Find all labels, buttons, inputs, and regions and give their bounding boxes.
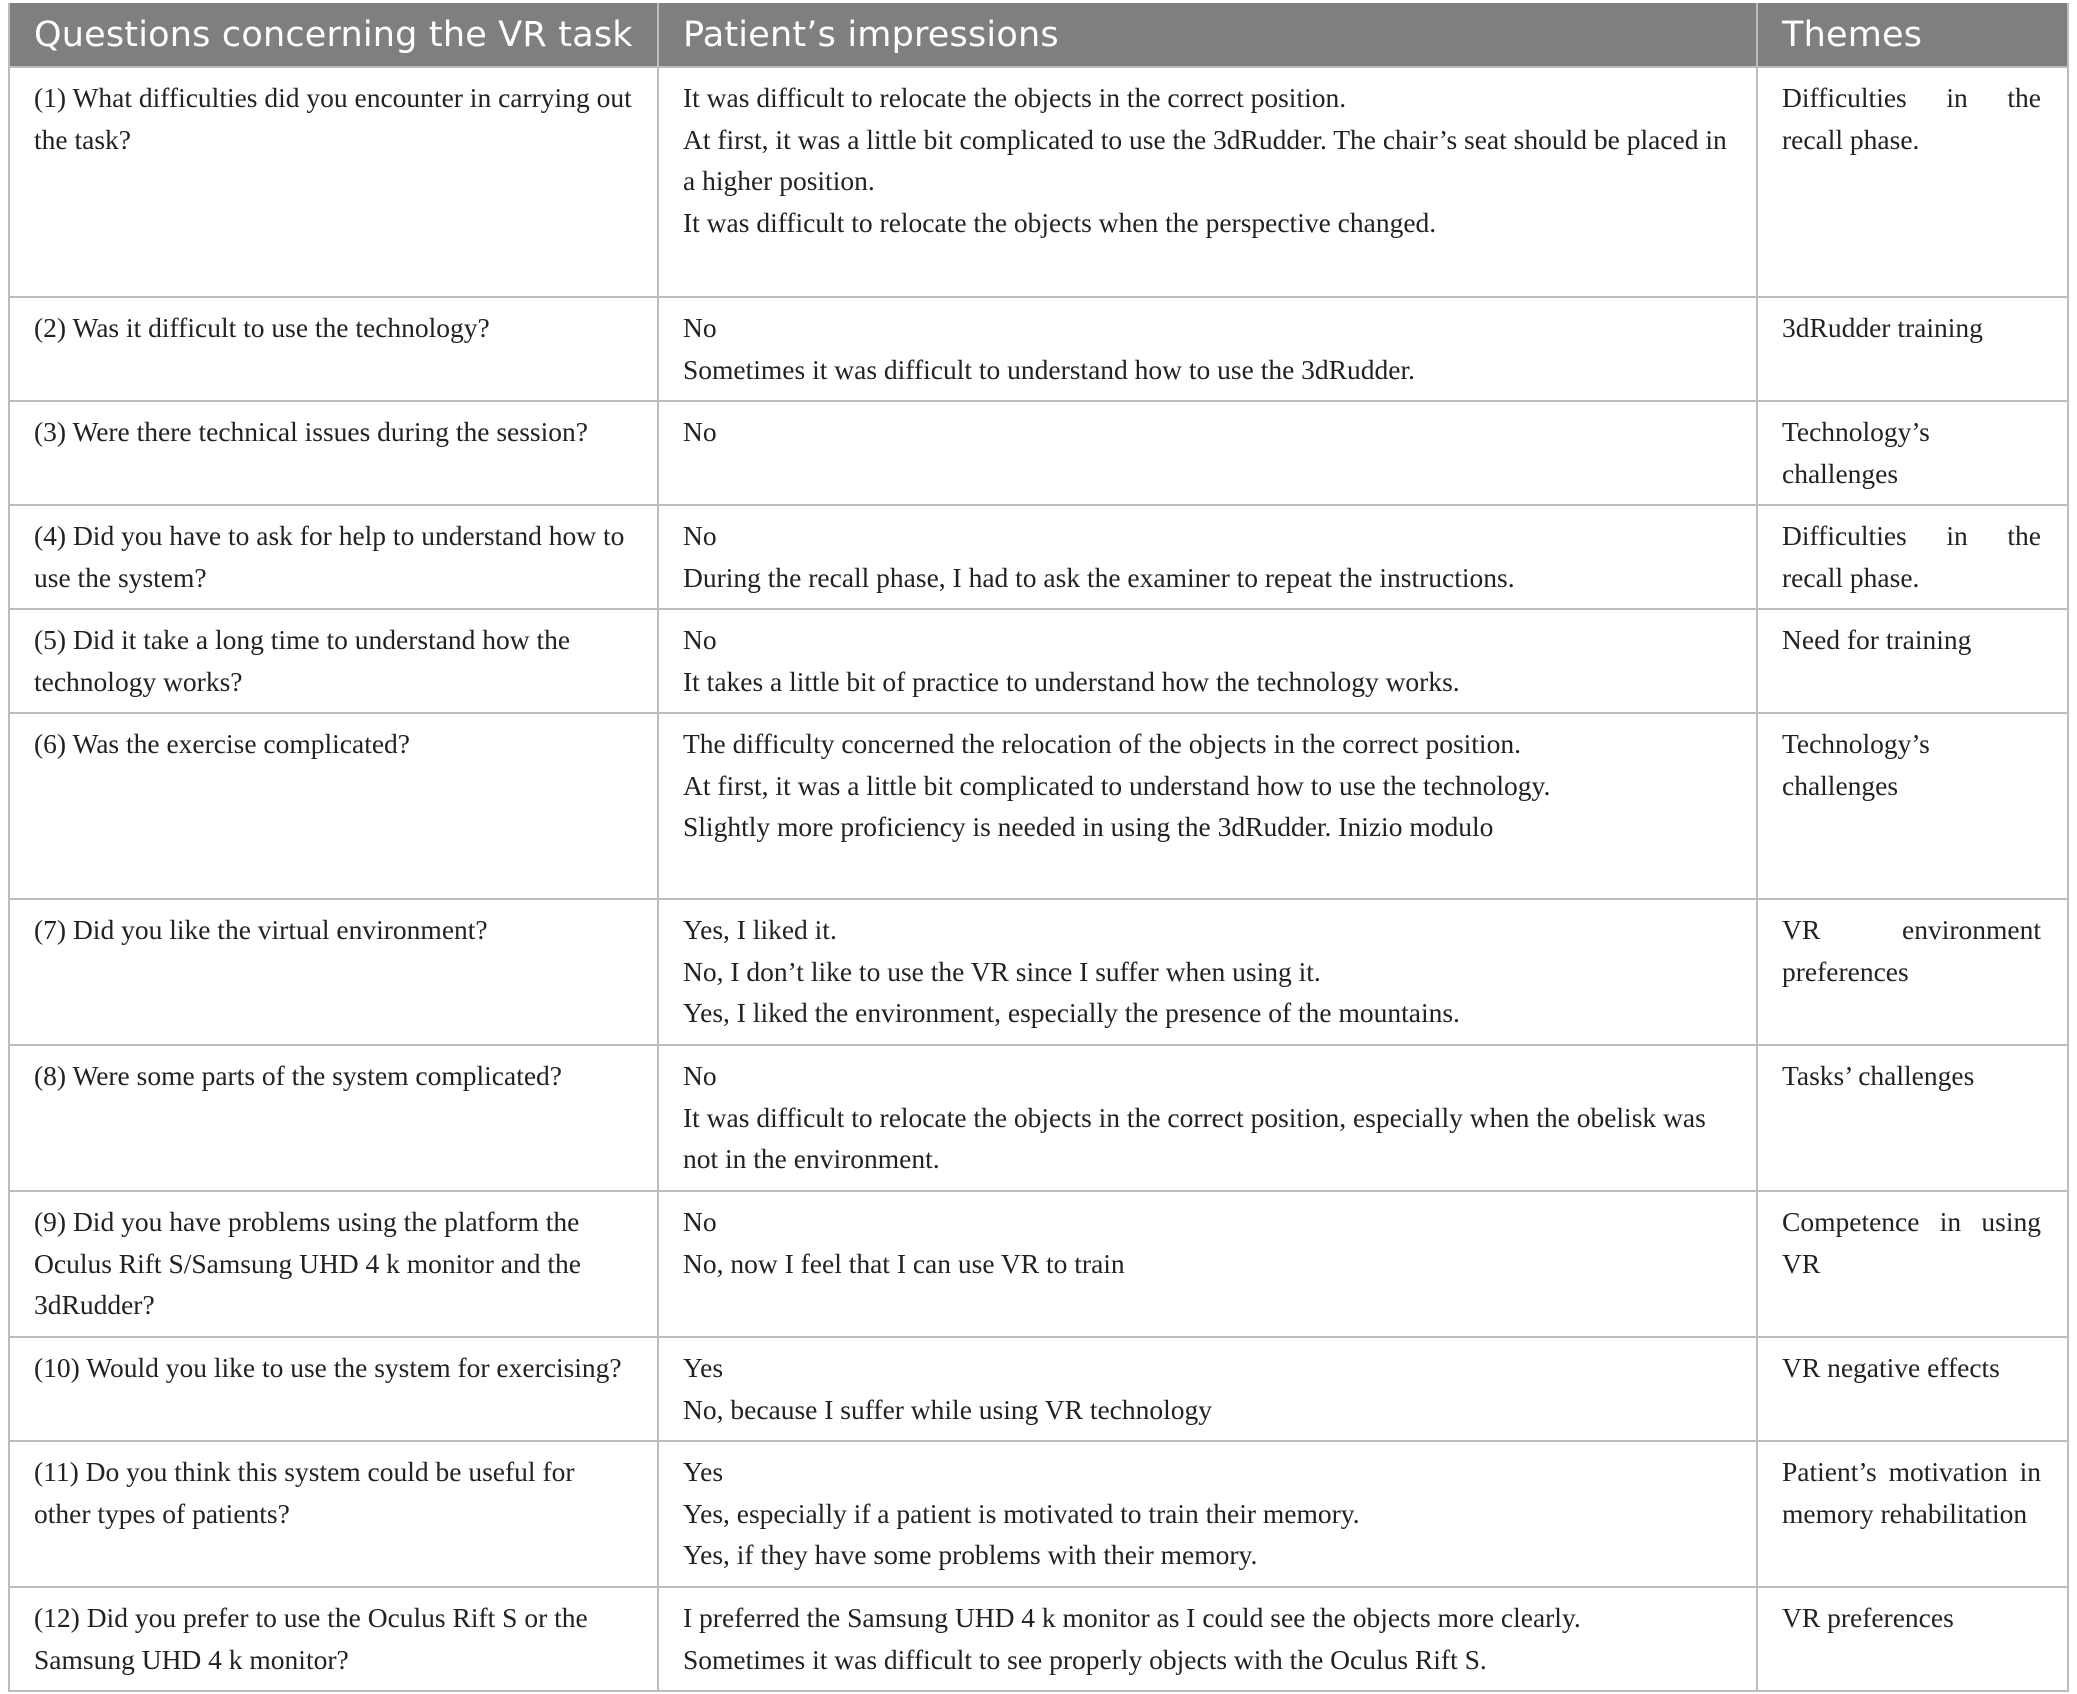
table-row xyxy=(9,609,2068,713)
table-container xyxy=(8,3,2067,1692)
question-cell: (3) Were there technical issues during the session? xyxy=(9,401,658,505)
impressions-cell xyxy=(658,1337,1757,1441)
impression-line: Yes xyxy=(683,1352,724,1383)
impression-line: Sometimes it was difficult to see properly objects with the Oculus Rift S. xyxy=(683,1643,1487,1675)
table-row xyxy=(9,1441,2068,1587)
table-row xyxy=(9,505,2068,609)
theme-cell: Need for training xyxy=(1757,609,2068,713)
question-cell: (6) Was the exercise complicated? xyxy=(9,713,658,899)
impression-line: No, I don’t like to use the VR since I suffer when using it. xyxy=(683,955,1321,987)
impression-line: It takes a little bit of practice to understand how the technology works. xyxy=(683,665,1460,697)
impressions-cell xyxy=(658,505,1757,609)
impressions-cell xyxy=(658,67,1757,297)
question-cell: (2) Was it difficult to use the technology? xyxy=(9,297,658,401)
question-cell: (5) Did it take a long time to understand how the technology works? xyxy=(9,609,658,713)
header-row xyxy=(9,3,2068,67)
impression-line: No xyxy=(683,1060,717,1091)
impression-line: Yes, if they have some problems with their memory. xyxy=(683,1539,1258,1570)
impression-line: Yes, I liked it. xyxy=(683,914,837,945)
impressions-cell xyxy=(658,1441,1757,1587)
theme-cell: Competence in using VR xyxy=(1757,1191,2068,1337)
theme-cell: Difficulties in the recall phase. xyxy=(1757,67,2068,297)
impression-line: No, because I suffer while using VR technology xyxy=(683,1393,1213,1425)
impression-line: At first, it was a little bit complicated to understand how to use the technology. xyxy=(683,769,1551,801)
theme-cell: VR environment preferences xyxy=(1757,899,2068,1045)
header-impressions: Patient’s impressions xyxy=(658,3,1757,67)
impressions-cell xyxy=(658,297,1757,401)
impression-line: No xyxy=(683,1206,717,1237)
impressions-cell xyxy=(658,713,1757,899)
question-cell: (12) Did you prefer to use the Oculus Rift S or the Samsung UHD 4 k monitor? xyxy=(9,1587,658,1691)
table-row xyxy=(9,1191,2068,1337)
impression-line: At first, it was a little bit complicated to use the 3dRudder. The chair’s seat should be placed in a higher position. xyxy=(683,123,1727,196)
table-row xyxy=(9,1045,2068,1191)
question-cell: (1) What difficulties did you encounter in carrying out the task? xyxy=(9,67,658,297)
header-questions: Questions concerning the VR task xyxy=(9,3,658,67)
table-row xyxy=(9,401,2068,505)
impression-line: It was difficult to relocate the objects in the correct position. xyxy=(683,82,1347,113)
impression-line: It was difficult to relocate the objects when the perspective changed. xyxy=(683,206,1437,238)
question-cell: (8) Were some parts of the system complicated? xyxy=(9,1045,658,1191)
question-cell: (10) Would you like to use the system for exercising? xyxy=(9,1337,658,1441)
question-cell: (4) Did you have to ask for help to understand how to use the system? xyxy=(9,505,658,609)
table-row xyxy=(9,1587,2068,1691)
theme-cell: VR preferences xyxy=(1757,1587,2068,1691)
impressions-cell xyxy=(658,1587,1757,1691)
question-cell: (9) Did you have problems using the platform the Oculus Rift S/Samsung UHD 4 k monitor and the 3dRudder? xyxy=(9,1191,658,1337)
vr-task-table xyxy=(8,3,2069,1692)
impression-line: Yes, I liked the environment, especially the presence of the mountains. xyxy=(683,997,1460,1028)
theme-cell: Difficulties in the recall phase. xyxy=(1757,505,2068,609)
impression-line: No xyxy=(683,416,717,447)
theme-cell: Tasks’ challenges xyxy=(1757,1045,2068,1191)
impression-line: Slightly more proficiency is needed in using the 3dRudder. Inizio modulo xyxy=(683,811,1494,842)
impressions-cell xyxy=(658,401,1757,505)
theme-cell: Technology’s challenges xyxy=(1757,713,2068,899)
impressions-cell xyxy=(658,899,1757,1045)
table-row xyxy=(9,899,2068,1045)
table-header xyxy=(9,3,2068,67)
impressions-cell xyxy=(658,609,1757,713)
impression-line: Sometimes it was difficult to understand how to use the 3dRudder. xyxy=(683,353,1415,385)
theme-cell: 3dRudder training xyxy=(1757,297,2068,401)
impression-line: During the recall phase, I had to ask the examiner to repeat the instructions. xyxy=(683,561,1515,593)
table-row xyxy=(9,713,2068,899)
impression-line: The difficulty concerned the relocation of the objects in the correct position. xyxy=(683,728,1521,759)
impression-line: I preferred the Samsung UHD 4 k monitor as I could see the objects more clearly. xyxy=(683,1602,1581,1633)
table-body xyxy=(9,67,2068,1691)
table-row xyxy=(9,1337,2068,1441)
impression-line: No xyxy=(683,624,717,655)
impression-line: Yes, especially if a patient is motivated to train their memory. xyxy=(683,1497,1360,1529)
theme-cell: Technology’s challenges xyxy=(1757,401,2068,505)
table-row xyxy=(9,67,2068,297)
impressions-cell xyxy=(658,1191,1757,1337)
question-cell: (11) Do you think this system could be useful for other types of patients? xyxy=(9,1441,658,1587)
impressions-cell xyxy=(658,1045,1757,1191)
header-themes: Themes xyxy=(1757,3,2068,67)
impression-line: Yes xyxy=(683,1456,724,1487)
table-row xyxy=(9,297,2068,401)
impression-line: No, now I feel that I can use VR to train xyxy=(683,1247,1125,1279)
impression-line: No xyxy=(683,520,717,551)
impression-line: It was difficult to relocate the objects in the correct position, especially when the obelisk was not in the environment. xyxy=(683,1101,1706,1174)
theme-cell: VR negative effects xyxy=(1757,1337,2068,1441)
impression-line: No xyxy=(683,312,717,343)
theme-cell: Patient’s motivation in memory rehabilitation xyxy=(1757,1441,2068,1587)
question-cell: (7) Did you like the virtual environment? xyxy=(9,899,658,1045)
